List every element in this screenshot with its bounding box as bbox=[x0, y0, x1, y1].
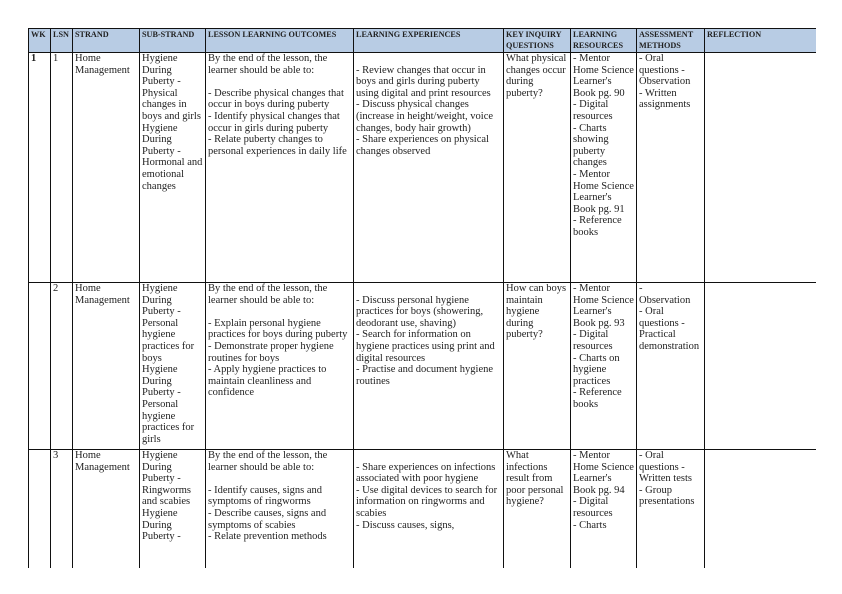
cell-inquiry: How can boys maintain hygiene during puberty? bbox=[504, 283, 571, 450]
cell-outcomes: By the end of the lesson, the learner should be able to: - Identify causes, signs and symptoms of ringworms - Describe causes, signs and symptoms of scabies - Relate prevention methods bbox=[206, 450, 354, 569]
cell-lsn: 1 bbox=[51, 53, 73, 283]
cell-lsn: 3 bbox=[51, 450, 73, 569]
cell-assessment: - Oral questions - Observation - Written assignments bbox=[637, 53, 705, 283]
header-inquiry: KEY INQUIRY QUESTIONS bbox=[504, 29, 571, 53]
cell-resources: - Mentor Home Science Learner's Book pg. 93 - Digital resources - Charts on hygiene practices - Reference books bbox=[571, 283, 637, 450]
scheme-of-work bbox=[28, 28, 816, 568]
header-sub-strand: SUB-STRAND bbox=[140, 29, 206, 53]
cell-strand: Home Management bbox=[73, 450, 140, 569]
cell-sub-strand: Hygiene During Puberty - Physical changes in boys and girls Hygiene During Puberty - Hormonal and emotional changes bbox=[140, 53, 206, 283]
header-reflection: REFLECTION bbox=[705, 29, 817, 53]
cell-sub-strand: Hygiene During Puberty - Ringworms and scabies Hygiene During Puberty - bbox=[140, 450, 206, 569]
cell-reflection[interactable] bbox=[705, 450, 817, 569]
cell-resources: - Mentor Home Science Learner's Book pg. 90 - Digital resources - Charts showing puberty changes - Mentor Home Science Learner's Book pg. 91 - Reference books bbox=[571, 53, 637, 283]
header-lsn: LSN bbox=[51, 29, 73, 53]
cell-inquiry: What physical changes occur during puberty? bbox=[504, 53, 571, 283]
cell-sub-strand: Hygiene During Puberty - Personal hygiene practices for boys Hygiene During Puberty - Personal hygiene practices for girls bbox=[140, 283, 206, 450]
cell-inquiry: What infections result from poor personal hygiene? bbox=[504, 450, 571, 569]
header-strand: STRAND bbox=[73, 29, 140, 53]
cell-assessment: - Oral questions - Written tests - Group presentations bbox=[637, 450, 705, 569]
table-row bbox=[29, 450, 817, 569]
cell-experiences: - Discuss personal hygiene practices for boys (showering, deodorant use, shaving) - Search for information on hygiene practices using print and digital resources - Practise and document hygiene routines bbox=[354, 283, 504, 450]
header-wk: WK bbox=[29, 29, 51, 53]
table-row bbox=[29, 53, 817, 283]
header-row bbox=[29, 29, 817, 53]
cell-wk bbox=[29, 450, 51, 569]
cell-resources: - Mentor Home Science Learner's Book pg. 94 - Digital resources - Charts bbox=[571, 450, 637, 569]
scheme-of-work-table bbox=[28, 28, 816, 568]
cell-lsn: 2 bbox=[51, 283, 73, 450]
cell-wk bbox=[29, 283, 51, 450]
header-outcomes: LESSON LEARNING OUTCOMES bbox=[206, 29, 354, 53]
cell-reflection[interactable] bbox=[705, 283, 817, 450]
header-resources: LEARNING RESOURCES bbox=[571, 29, 637, 53]
cell-experiences: - Share experiences on infections associated with poor hygiene - Use digital devices to search for information on ringworms and scabies - Discuss causes, signs, bbox=[354, 450, 504, 569]
header-assessment: ASSESSMENT METHODS bbox=[637, 29, 705, 53]
cell-assessment: - Observation - Oral questions - Practical demonstration bbox=[637, 283, 705, 450]
cell-wk: 1 bbox=[29, 53, 51, 283]
cell-outcomes: By the end of the lesson, the learner should be able to: - Describe physical changes that occur in boys during puberty - Identify physical changes that occur in girls during puberty - Relate puberty changes to personal experiences in daily life bbox=[206, 53, 354, 283]
table-row bbox=[29, 283, 817, 450]
header-experiences: LEARNING EXPERIENCES bbox=[354, 29, 504, 53]
cell-reflection[interactable] bbox=[705, 53, 817, 283]
cell-strand: Home Management bbox=[73, 283, 140, 450]
cell-experiences: - Review changes that occur in boys and girls during puberty using digital and print resources - Discuss physical changes (increase in height/weight, voice changes, body hair growth) - Share experiences on physical changes observed bbox=[354, 53, 504, 283]
cell-strand: Home Management bbox=[73, 53, 140, 283]
cell-outcomes: By the end of the lesson, the learner should be able to: - Explain personal hygiene practices for boys during puberty - Demonstrate proper hygiene routines for boys - Apply hygiene practices to maintain cleanliness and confidence bbox=[206, 283, 354, 450]
